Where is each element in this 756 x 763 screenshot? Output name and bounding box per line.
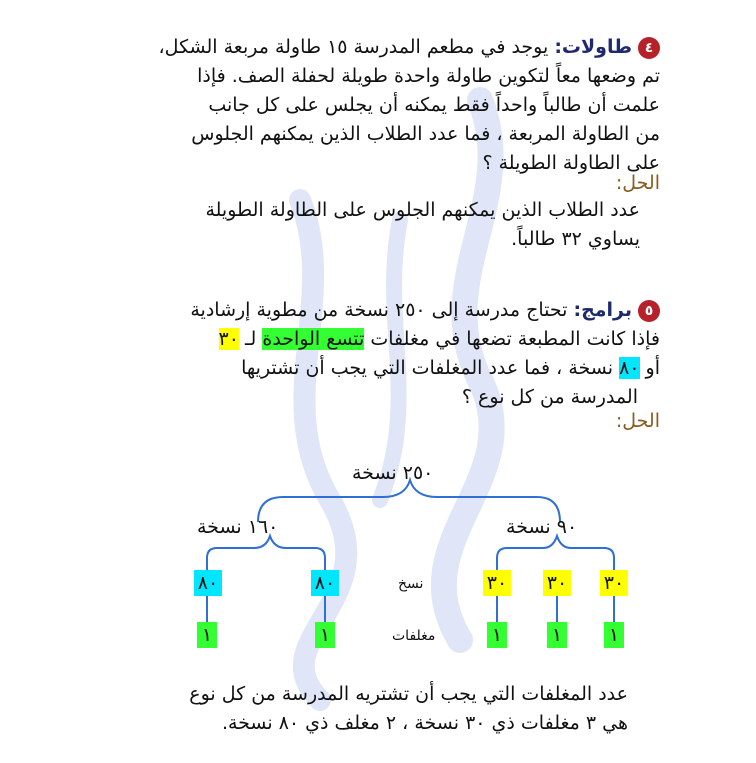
- envelope-box: ١: [547, 622, 567, 648]
- solution-label: الحل:: [615, 410, 660, 432]
- envelopes-row-label: مغلفات: [392, 628, 436, 644]
- highlight-30: ٣٠: [218, 328, 239, 350]
- box-80-right: ٨٠: [311, 570, 339, 596]
- left-group-label: ١٦٠ نسخة: [197, 516, 279, 538]
- question-number-badge: ٥: [638, 300, 660, 322]
- question-text: على الطاولة الطويلة ؟: [482, 152, 660, 174]
- question-number-badge: ٤: [638, 37, 660, 59]
- right-group-label: ٩٠ نسخة: [506, 516, 578, 538]
- conclusion-text: عدد المغلفات التي يجب أن تشتريه المدرسة من كل نوع: [189, 683, 628, 705]
- conclusion: [189, 680, 628, 738]
- left-bracket: [207, 536, 325, 578]
- conclusion-text: هي ٣ مغلفات ذي ٣٠ نسخة ، ٢ مغلف ذي ٨٠ نسخة.: [221, 712, 628, 734]
- box-30-third: ٣٠: [600, 570, 628, 596]
- question-text: تحتاج مدرسة إلى ٢٥٠ نسخة من مطوية إرشادية: [190, 299, 568, 321]
- envelope-box: ١: [604, 622, 624, 648]
- total-copies-label: ٢٥٠ نسخة: [352, 462, 434, 484]
- envelope-box: ١: [487, 622, 507, 648]
- question-text: أو: [639, 357, 660, 379]
- envelope-box: ١: [197, 622, 217, 648]
- highlight-capacity: تتسع الواحدة: [262, 328, 365, 350]
- question-text: علمت أن طالباً واحداً فقط يمكنه أن يجلس على كل جانب: [208, 94, 660, 116]
- answer-text: يساوي ٣٢ طالباً.: [511, 228, 640, 250]
- answer-text: عدد الطلاب الذين يمكنهم الجلوس على الطاولة الطويلة: [205, 199, 640, 221]
- question-text: تم وضعها معاً لتكوين طاولة واحدة طويلة لحفلة الصف. فإذا: [197, 65, 660, 87]
- box-30-first: ٣٠: [483, 570, 511, 596]
- question-text: المدرسة من كل نوع ؟: [461, 386, 638, 408]
- copies-row-label: نسخ: [398, 576, 424, 592]
- highlight-80: ٨٠: [619, 357, 640, 379]
- question-text: نسخة ، فما عدد المغلفات التي يجب أن تشتريها: [241, 357, 620, 379]
- envelope-box: ١: [315, 622, 335, 648]
- question-text: لـ: [238, 328, 263, 350]
- box-30-second: ٣٠: [543, 570, 571, 596]
- question-text: فإذا كانت المطبعة تضعها في مغلفات: [364, 328, 660, 350]
- solution-label: الحل:: [615, 172, 660, 194]
- box-80-left: ٨٠: [194, 570, 222, 596]
- question-text: يوجد في مطعم المدرسة ١٥ طاولة مربعة الشكل،: [158, 36, 549, 58]
- question-text: من الطاولة المربعة ، فما عدد الطلاب الذين يمكنهم الجلوس: [191, 123, 660, 145]
- question-keyword: طاولات:: [554, 36, 632, 58]
- question-keyword: برامج:: [573, 299, 632, 321]
